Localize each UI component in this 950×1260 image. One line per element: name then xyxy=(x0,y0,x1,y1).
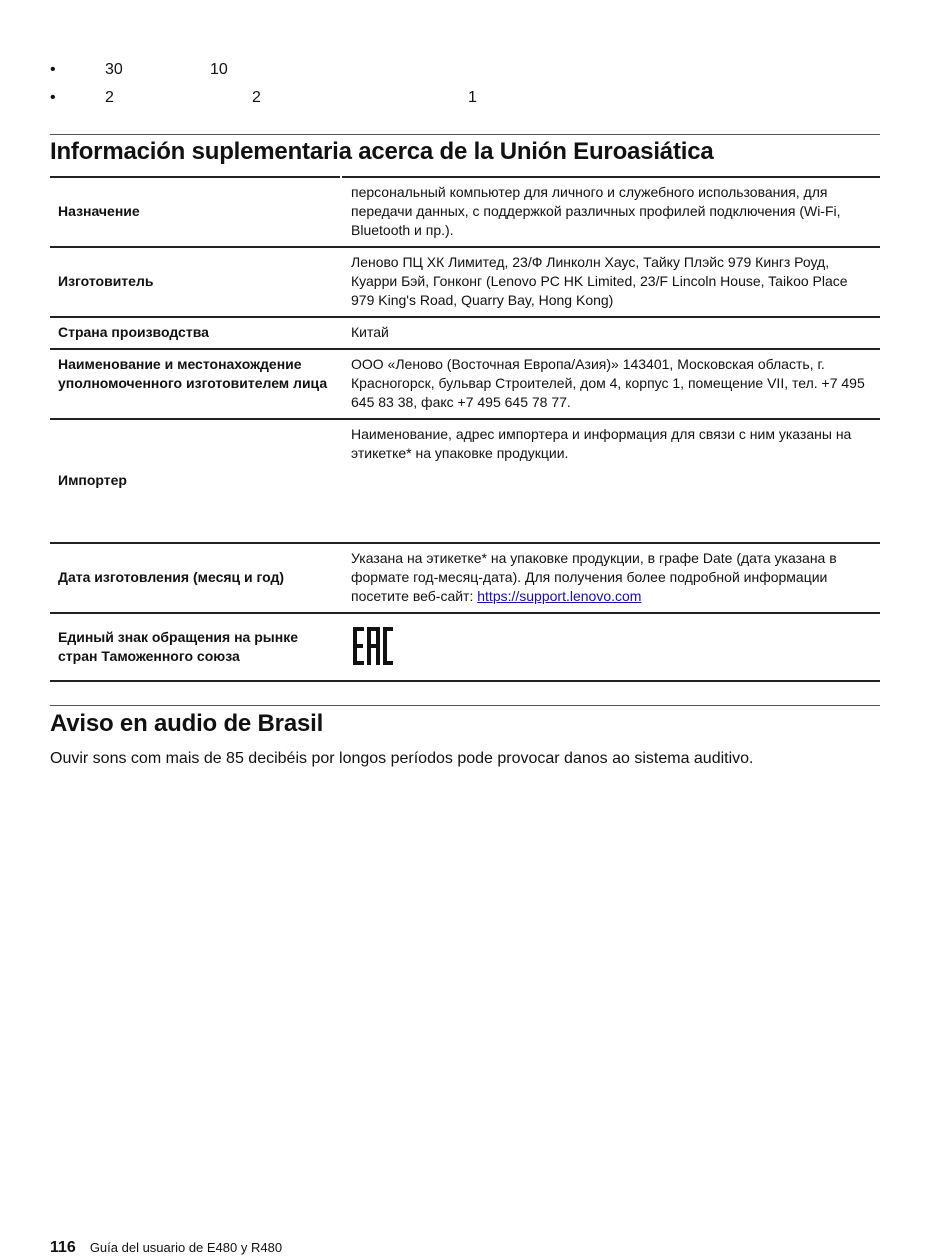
table-row xyxy=(50,349,880,419)
row-label: Назначение xyxy=(50,177,341,247)
list-item xyxy=(50,60,880,88)
row-label: Наименование и местонахождение уполномоченного изготовителем лица xyxy=(50,349,341,419)
bullet-icon: • xyxy=(50,89,56,106)
row-value: Наименование, адрес импортера и информация для связи с ним указаны на этикетке* на упаковке продукции. xyxy=(341,419,880,543)
row-label: Страна производства xyxy=(50,317,341,349)
bullet-icon: • xyxy=(50,61,56,78)
page-number: 116 xyxy=(50,1239,76,1256)
table-row xyxy=(50,543,880,613)
row-label: Дата изготовления (месяц и год) xyxy=(50,543,341,613)
row-label: Изготовитель xyxy=(50,247,341,317)
list-item xyxy=(50,88,880,116)
row-value: Китай xyxy=(341,317,880,349)
section-title: Información suplementaria acerca de la Unión Euroasiática xyxy=(50,138,714,165)
row-value xyxy=(341,613,880,681)
row-value: Леново ПЦ ХК Лимитед, 23/Ф Линколн Хаус, Тайку Плэйс 979 Кингз Роуд, Куарри Бэй, Гонконг (Lenovo PC HK Limited, 23/F Lincoln House, Taikoo Place 979 King's Road, Quarry Bay, Hong Kong) xyxy=(341,247,880,317)
row-value-text: Указана на этикетке* на упаковке продукции, в графе Date (дата указана в формате год-месяц-дата). Для получения более подробной информации посетите веб-сайт: xyxy=(351,550,837,604)
body-paragraph: Ouvir sons com mais de 85 decibéis por longos períodos pode provocar danos ao sistema auditivo. xyxy=(50,750,754,767)
bullet-value: 2 xyxy=(252,89,261,106)
section-title: Aviso en audio de Brasil xyxy=(50,710,324,737)
table-row xyxy=(50,613,880,681)
eac-mark-icon xyxy=(351,625,395,667)
section-divider xyxy=(50,134,880,135)
section-divider xyxy=(50,705,880,706)
row-value: ООО «Леново (Восточная Европа/Азия)» 143401, Московская область, г. Красногорск, бульвар Строителей, дом 4, корпус 1, помещение VII, тел. +7 495 645 83 38, факс +7 495 645 78 77. xyxy=(341,349,880,419)
row-label: Импортер xyxy=(50,419,341,543)
row-value xyxy=(341,543,880,613)
table-row xyxy=(50,419,880,543)
table-row xyxy=(50,177,880,247)
bullet-list xyxy=(50,60,880,116)
bullet-value: 2 xyxy=(105,89,114,106)
page-footer xyxy=(50,1238,282,1258)
bullet-value: 10 xyxy=(210,61,228,78)
row-value: персональный компьютер для личного и служебного использования, для передачи данных, с поддержкой различных профилей подключения (Wi-Fi, Bluetooth и пр.). xyxy=(341,177,880,247)
table-row xyxy=(50,317,880,349)
eaeu-info-table xyxy=(50,176,880,682)
support-link[interactable]: https://support.lenovo.com xyxy=(477,588,642,604)
row-label: Единый знак обращения на рынке стран Таможенного союза xyxy=(50,613,341,681)
bullet-value: 1 xyxy=(468,89,477,106)
footer-text: Guía del usuario de E480 y R480 xyxy=(89,1240,283,1255)
bullet-value: 30 xyxy=(105,61,123,78)
table-row xyxy=(50,247,880,317)
